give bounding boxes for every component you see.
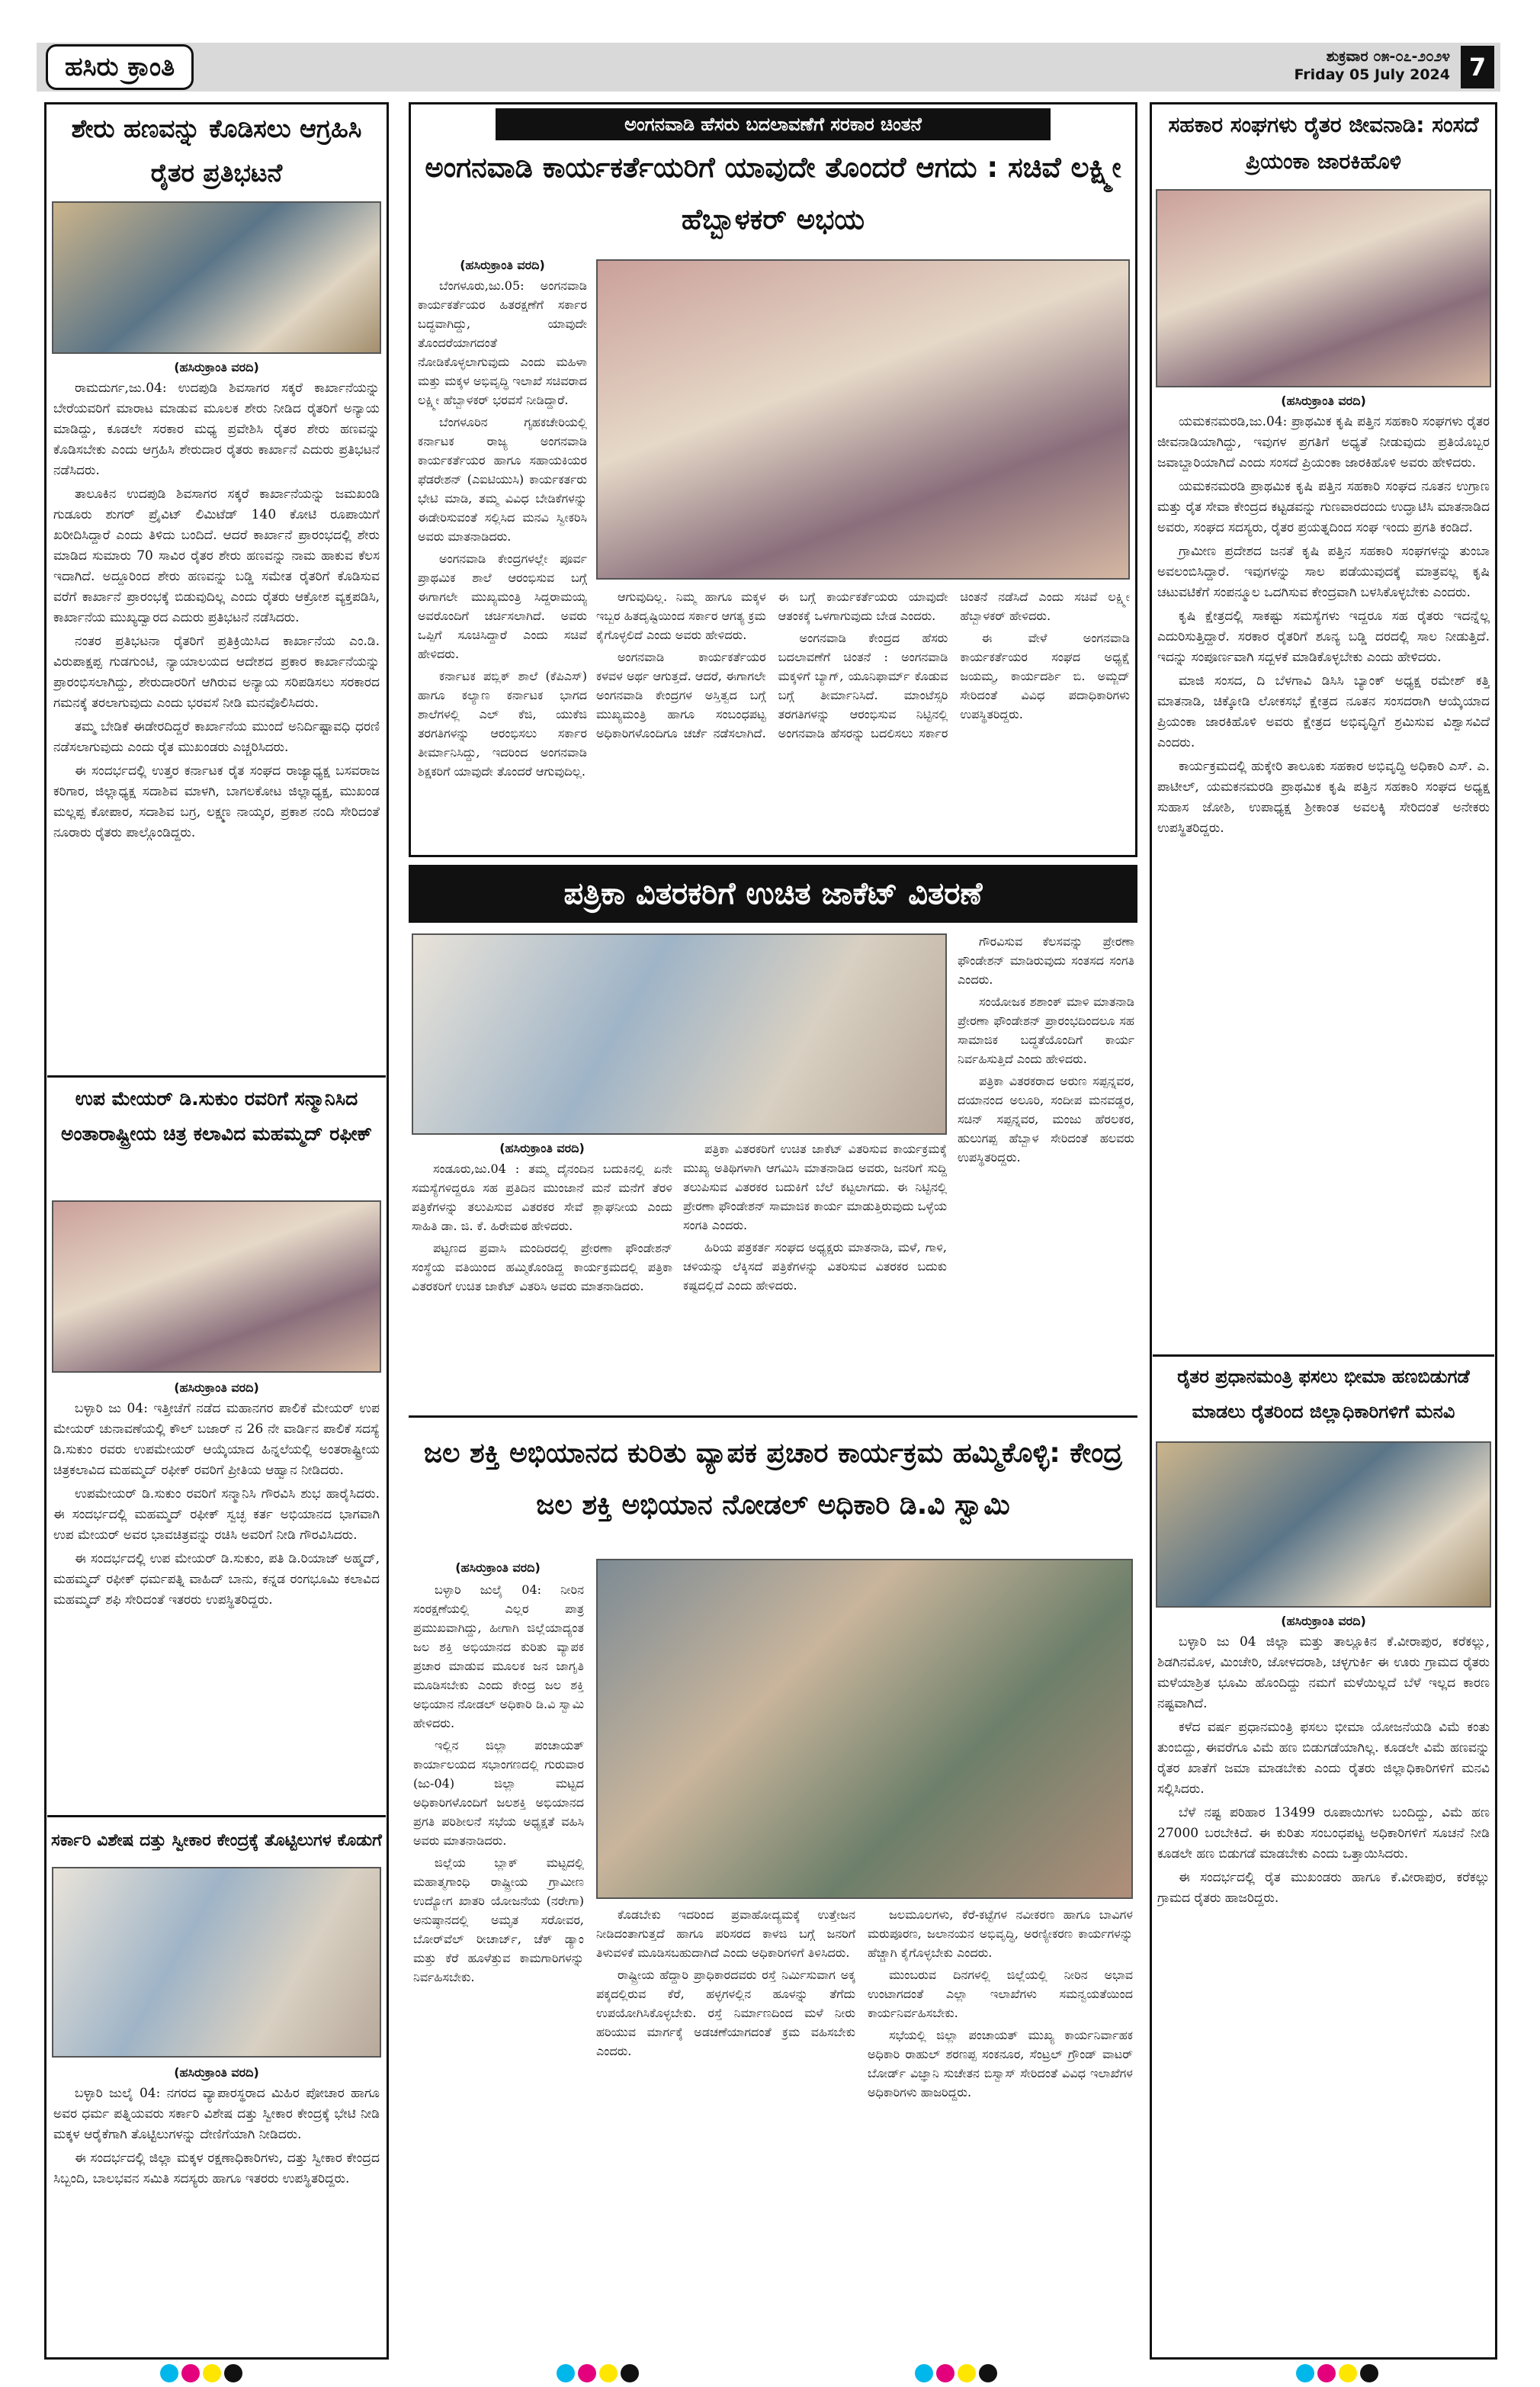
right-story2-paragraph: ಈ ಸಂದರ್ಭದಲ್ಲಿ ರೈತ ಮುಖಂಡರು ಹಾಗೂ ಕೆ.ವೀರಾಪುರ, ಕರೆಕಲ್ಲು ಗ್ರಾಮದ ರೈತರು ಹಾಜರಿದ್ದರು. bbox=[1157, 1870, 1490, 1906]
registration-dot bbox=[1296, 2364, 1314, 2382]
right-story1-paragraph: ಗ್ರಾಮೀಣ ಪ್ರದೇಶದ ಜನತೆ ಕೃಷಿ ಪತ್ತಿನ ಸಹಕಾರಿ ಸಂಘಗಳನ್ನು ತುಂಬಾ ಅವಲಂಬಿಸಿದ್ದಾರೆ. ಇವುಗಳನ್ನು ಸಾಲ ಪಡೆಯುವುದಕ್ಕೆ ಮಾತ್ರವಲ್ಲ ಕೃಷಿ ಚಟುವಟಿಕೆಗೆ ಸಂಪನ್ಮೂಲ ಒದಗಿಸುವ ಕೇಂದ್ರವಾಗಿ ಬಳಸಿಕೊಳ್ಳಬೇಕು ಎಂದರು. bbox=[1157, 544, 1490, 600]
anganwadi-paragraph: ಅಂಗನವಾಡಿ ಕೇಂದ್ರದ ಹೆಸರು ಬದಲಾವಣೆಗೆ ಚಿಂತನೆ : ಅಂಗನವಾಡಿ ಮಕ್ಕಳಿಗೆ ಬ್ಯಾಗ್, ಯೂನಿಫಾರ್ಮ್ ಕೊಡುವ ಬಗ್ಗೆ ತೀರ್ಮಾನಿಸಿದೆ. ಮಾಂಟೆಸ್ಸರಿ ತರಗತಿಗಳನ್ನು ಆರಂಭಿಸುವ ನಿಟ್ಟಿನಲ್ಲಿ ಅಂಗನವಾಡಿ ಹೆಸರನ್ನು ಬದಲಿಸಲು ಸರ್ಕಾರ ಚಿಂತನೆ ನಡೆಸಿದೆ ಎಂದು ಸಚಿವೆ ಲಕ್ಷ್ಮೀ ಹೆಬ್ಬಾಳಕರ್ ಹೇಳಿದರು. bbox=[778, 590, 1130, 741]
anganwadi-kicker: ಅಂಗನವಾಡಿ ಹೆಸರು ಬದಲಾವಣೆಗೆ ಸರಕಾರ ಚಿಂತನೆ bbox=[496, 108, 1051, 140]
registration-marks bbox=[915, 2364, 1000, 2385]
newspaper-name: ಹಸಿರು ಕ್ರಾಂತಿ bbox=[46, 44, 194, 90]
jalashakti-paragraph: ಮುಂಬರುವ ದಿನಗಳಲ್ಲಿ ಜಿಲ್ಲೆಯಲ್ಲಿ ನೀರಿನ ಅಭಾವ ಉಂಟಾಗದಂತೆ ಎಲ್ಲಾ ಇಲಾಖೆಗಳು ಸಮನ್ವಯತೆಯಿಂದ ಕಾರ್ಯನಿರ್ವಹಿಸಬೇಕು. bbox=[868, 1968, 1133, 2020]
story1-paragraph: ಈ ಸಂದರ್ಭದಲ್ಲಿ ಉತ್ತರ ಕರ್ನಾಟಕ ರೈತ ಸಂಘದ ರಾಜ್ಯಾಧ್ಯಕ್ಷ ಬಸವರಾಜ ಕರಿಗಾರ, ಜಿಲ್ಲಾಧ್ಯಕ್ಷ ಸದಾಶಿವ ಮಾಳಗಿ, ಬಾಗಲಕೋಟ ಜಿಲ್ಲಾಧ್ಯಕ್ಷ, ಮುಖಂಡ ಮಲ್ಲಪ್ಪ ಕೋಪಾರ, ಸದಾಶಿವ ಬಗ್ರ, ಲಕ್ಷ್ಮಣ ನಾಯ್ಕರ, ಪ್ರಕಾಶ ನಂದಿ ಸೇರಿದಂತೆ ನೂರಾರು ರೈತರು ಪಾಲ್ಗೊಂಡಿದ್ದರು. bbox=[53, 763, 380, 840]
story2-photo-felicitation bbox=[52, 1200, 381, 1373]
right-story1-dateline: (ಹಸಿರುಕ್ರಾಂತಿ ವರದಿ) bbox=[1281, 394, 1366, 408]
story3-body bbox=[53, 2083, 380, 2355]
story2-paragraph: ಈ ಸಂದರ್ಭದಲ್ಲಿ ಉಪ ಮೇಯರ್ ಡಿ.ಸುಕುಂ, ಪತಿ ಡಿ.ರಿಯಾಜ್ ಅಹ್ಮದ್, ಮಹಮ್ಮದ್ ರಫೀಕ್ ಧರ್ಮಪತ್ನಿ ವಾಹಿದ್ ಬಾನು, ಕನ್ನಡ ರಂಗಭೂಮಿ ಕಲಾವಿದ ಮಹಮ್ಮದ್ ಶಫಿ ಸೇರಿದಂತೆ ಇತರರು ಉಪಸ್ಥಿತರಿದ್ದರು. bbox=[53, 1551, 380, 1608]
divider bbox=[409, 1415, 1137, 1418]
story3-photo-cradle-donation bbox=[52, 1867, 381, 2058]
page-number: 7 bbox=[1461, 46, 1494, 88]
registration-marks bbox=[1296, 2364, 1381, 2385]
registration-dot bbox=[578, 2364, 596, 2382]
story1-paragraph: ತಮ್ಮ ಬೇಡಿಕೆ ಈಡೇರದಿದ್ದರೆ ಕಾರ್ಖಾನೆಯ ಮುಂದೆ ಅನಿರ್ದಿಷ್ಟಾವಧಿ ಧರಣಿ ನಡೆಸಲಾಗುವುದು ಎಂದು ರೈತ ಮುಖಂಡರು ಎಚ್ಚರಿಸಿದರು. bbox=[53, 719, 380, 755]
divider bbox=[47, 1075, 386, 1078]
issue-date-kannada: ಶುಕ್ರವಾರ ೦೫-೦೭-೨೦೨೪ bbox=[1326, 48, 1450, 65]
story1-paragraph: ರಾಮದುರ್ಗ,ಜು.04: ಉದಪುಡಿ ಶಿವಸಾಗರ ಸಕ್ಕರೆ ಕಾರ್ಖಾನೆಯನ್ನು ಬೇರೆಯವರಿಗೆ ಮಾರಾಟ ಮಾಡುವ ಮೂಲಕ ಶೇರು ನೀಡಿದ ರೈತರಿಗೆ ಅನ್ಯಾಯ ಮಾಡಿದ್ದು, ಕೂಡಲೇ ಸರಕಾರ ಮಧ್ಯ ಪ್ರವೇಶಿಸಿ ರೈತರ ಶೇರು ಹಣವನ್ನು ಕೊಡಿಸಬೇಕು ಎಂದು ಆಗ್ರಹಿಸಿ ಶೇರುದಾರ ರೈತರು ಕಾರ್ಖಾನೆ ಎದುರು ಪ್ರತಿಭಟನೆ ನಡೆಸಿದರು. bbox=[53, 381, 380, 478]
jacket-body-left bbox=[412, 1159, 672, 1408]
story3-headline: ಸರ್ಕಾರಿ ವಿಶೇಷ ದತ್ತು ಸ್ವೀಕಾರ ಕೇಂದ್ರಕ್ಕೆ ತೊಟ್ಟಿಲುಗಳ ಕೊಡುಗೆ bbox=[51, 1831, 382, 1850]
story2-paragraph: ಉಪಮೇಯರ್ ಡಿ.ಸುಕುಂ ರವರಿಗೆ ಸನ್ಮಾನಿಸಿ ಗೌರವಿಸಿ ಶುಭ ಹಾರೈಸಿದರು. ಈ ಸಂದರ್ಭದಲ್ಲಿ ಮಹಮ್ಮದ್ ರಫೀಕ್ ಸ್ವಚ್ಛ ಕರ್ತ ಅಭಿಯಾನದ ಭಾಗವಾಗಿ ಉಪ ಮೇಯರ್ ಅವರ ಭಾವಚಿತ್ರವನ್ನು ರಚಿಸಿ ಅವರಿಗೆ ನೀಡಿ ಗೌರವಿಸಿದರು. bbox=[53, 1486, 380, 1543]
jalashakti-paragraph: ಸಭೆಯಲ್ಲಿ ಜಿಲ್ಲಾ ಪಂಚಾಯತ್ ಮುಖ್ಯ ಕಾರ್ಯನಿರ್ವಾಹಕ ಅಧಿಕಾರಿ ರಾಹುಲ್ ಶರಣಪ್ಪ ಸಂಕನೂರ, ಸೆಂಟ್ರಲ್ ಗ್ರೌಂಡ್ ವಾಟರ್ ಬೋರ್ಡ್ ವಿಜ್ಞಾನಿ ಸುಚೇತನ ಬಿಸ್ವಾಸ್ ಸೇರಿದಂತೆ ವಿವಿಧ ಇಲಾಖೆಗಳ ಅಧಿಕಾರಿಗಳು ಹಾಜರಿದ್ದರು. bbox=[868, 2028, 1133, 2099]
jalashakti-paragraph: ಜಿಲ್ಲೆಯ ಬ್ಲಾಕ್ ಮಟ್ಟದಲ್ಲಿ ಮಹಾತ್ಮಗಾಂಧಿ ರಾಷ್ಟ್ರೀಯ ಗ್ರಾಮೀಣ ಉದ್ಯೋಗ ಖಾತರಿ ಯೋಜನೆಯ (ನರೇಗಾ) ಅನುಷ್ಠಾನದಲ್ಲಿ ಅಮೃತ ಸರೋವರ, ಬೋರ್‌ವೆಲ್ ರೀಚಾರ್ಜ್, ಚೆಕ್ ಡ್ಯಾಂ ಮತ್ತು ಕೆರೆ ಹೂಳೆತ್ತುವ ಕಾಮಗಾರಿಗಳನ್ನು ನಿರ್ವಹಿಸಬೇಕು. bbox=[413, 1855, 584, 1984]
right-story1-paragraph: ಮಾಜಿ ಸಂಸದ, ದಿ ಬೆಳಗಾವಿ ಡಿಸಿಸಿ ಬ್ಯಾಂಕ್ ಅಧ್ಯಕ್ಷ ರಮೇಶ್ ಕತ್ತಿ ಮಾತನಾಡಿ, ಚಿಕ್ಕೋಡಿ ಲೋಕಸಭೆ ಕ್ಷೇತ್ರದ ನೂತನ ಸಂಸದರಾಗಿ ಆಯ್ಕೆಯಾದ ಪ್ರಿಯಂಕಾ ಜಾರಕಿಹೊಳಿ ಅವರು ಕ್ಷೇತ್ರದ ಅಭಿವೃದ್ಧಿಗೆ ಶ್ರಮಿಸುವ ವಿಶ್ವಾಸವಿದೆ ಎಂದರು. bbox=[1157, 673, 1490, 750]
anganwadi-headline: ಅಂಗನವಾಡಿ ಕಾರ್ಯಕರ್ತೆಯರಿಗೆ ಯಾವುದೇ ತೊಂದರೆ ಆಗದು : ಸಚಿವೆ ಲಕ್ಷ್ಮೀ ಹೆಬ್ಬಾಳಕರ್ ಅಭಯ bbox=[425, 151, 1121, 236]
right-story1-paragraph: ಕಾರ್ಯಕ್ರಮದಲ್ಲಿ ಹುಕ್ಕೇರಿ ತಾಲೂಕು ಸಹಕಾರ ಅಭಿವೃದ್ಧಿ ಅಧಿಕಾರಿ ಎಸ್. ಎ. ಪಾಟೀಲ್, ಯಮಕನಮರಡಿ ಪ್ರಾಥಮಿಕ ಕೃಷಿ ಪತ್ತಿನ ಸಹಕಾರಿ ಸಂಘದ ಅಧ್ಯಕ್ಷ ಸುಹಾಸ ಜೋಶಿ, ಉಪಾಧ್ಯಕ್ಷ ಶ್ರೀಕಾಂತ ಅವಲಕ್ಕಿ ಸೇರಿದಂತೆ ಅನೇಕರು ಉಪಸ್ಥಿತರಿದ್ದರು. bbox=[1157, 759, 1490, 836]
story3-paragraph: ಬಳ್ಳಾರಿ ಜುಲೈ 04: ನಗರದ ವ್ಯಾಪಾರಸ್ಥರಾದ ಮಿಹಿರ ಪೋಚಾರ ಹಾಗೂ ಅವರ ಧರ್ಮ ಪತ್ನಿಯವರು ಸರ್ಕಾರಿ ವಿಶೇಷ ದತ್ತು ಸ್ವೀಕಾರ ಕೇಂದ್ರಕ್ಕೆ ಭೇಟಿ ನೀಡಿ ಮಕ್ಕಳ ಆರೈಕೆಗಾಗಿ ತೊಟ್ಟಿಲುಗಳನ್ನು ದೇಣಿಗೆಯಾಗಿ ನೀಡಿದರು. bbox=[53, 2086, 380, 2142]
right-story1-paragraph: ಯಮಕನಮರಡಿ,ಜು.04: ಪ್ರಾಥಮಿಕ ಕೃಷಿ ಪತ್ತಿನ ಸಹಕಾರಿ ಸಂಘಗಳು ರೈತರ ಜೀವನಾಡಿಯಾಗಿದ್ದು, ಇವುಗಳ ಪ್ರಗತಿಗೆ ಅಧ್ಯತೆ ನೀಡುವುದು ಪ್ರತಿಯೊಬ್ಬರ ಜವಾಬ್ದಾರಿಯಾಗಿದೆ ಎಂದು ಸಂಸದೆ ಪ್ರಿಯಂಕಾ ಜಾರಕಿಹೊಳಿ ಅವರು ಹೇಳಿದರು. bbox=[1157, 414, 1490, 471]
registration-dot bbox=[936, 2364, 954, 2382]
jacket-paragraph: ಗೌರವಿಸುವ ಕೆಲಸವನ್ನು ಪ್ರೇರಣಾ ಫೌಂಡೇಶನ್ ಮಾಡಿರುವುದು ಸಂತಸದ ಸಂಗತಿ ಎಂದರು. bbox=[958, 934, 1134, 987]
story2-body bbox=[53, 1399, 380, 1812]
story1-paragraph: ನಂತರ ಪ್ರತಿಭಟನಾ ರೈತರಿಗೆ ಪ್ರತಿಕ್ರಿಯಿಸಿದ ಕಾರ್ಖಾನೆಯ ಎಂ.ಡಿ. ವಿರುಪಾಕ್ಷಪ್ಪ ಗುಡಗುಂಟಿ, ನ್ಯಾಯಾಲಯದ ಆದೇಶದ ಪ್ರಕಾರ ಕಾರ್ಖಾನೆಯನ್ನು ಪ್ರಾರಂಭಿಸಲಾಗಿದ್ದು, ಶೇರುದಾರರಿಗೆ ಆಗಿರುವ ಅನ್ಯಾಯ ಸರಿಪಡಿಸಲು ಸರಕಾರದ ಗಮನಕ್ಕೆ ತರಲಾಗುವುದು ಎಂದು ಭರವಸೆ ನೀಡಿ ಮನವೊಲಿಸಿದರು. bbox=[53, 634, 380, 711]
anganwadi-photo-minister-welcome bbox=[596, 259, 1130, 580]
registration-dot bbox=[181, 2364, 200, 2382]
jacket-body-middle bbox=[683, 1139, 947, 1408]
jacket-headline: ಪತ್ರಿಕಾ ವಿತರಕರಿಗೆ ಉಚಿತ ಜಾಕೆಟ್ ವಿತರಣೆ bbox=[409, 865, 1137, 923]
story2-headline: ಉಪ ಮೇಯರ್ ಡಿ.ಸುಕುಂ ರವರಿಗೆ ಸನ್ಮಾನಿಸಿದ ಅಂತಾರಾಷ್ಟ್ರೀಯ ಚಿತ್ರ ಕಲಾವಿದ ಮಹಮ್ಮದ್ ರಫೀಕ್ bbox=[61, 1087, 372, 1145]
right-story1-paragraph: ಕೃಷಿ ಕ್ಷೇತ್ರದಲ್ಲಿ ಸಾಕಷ್ಟು ಸಮಸ್ಯೆಗಳು ಇದ್ದರೂ ಸಹ ರೈತರು ಇದನ್ನೆಲ್ಲ ಎದುರಿಸುತ್ತಿದ್ದಾರೆ. ಸರಕಾರ ರೈತರಿಗೆ ಶೂನ್ಯ ಬಡ್ಡಿ ದರದಲ್ಲಿ ಸಾಲ ನೀಡುತ್ತಿದೆ. ಇದನ್ನು ಸಂಪೂರ್ಣವಾಗಿ ಸದ್ಬಳಕೆ ಮಾಡಿಕೊಳ್ಳಬೇಕು ಎಂದು ಹೇಳಿದರು. bbox=[1157, 609, 1490, 665]
story3-paragraph: ಈ ಸಂದರ್ಭದಲ್ಲಿ ಜಿಲ್ಲಾ ಮಕ್ಕಳ ರಕ್ಷಣಾಧಿಕಾರಿಗಳು, ದತ್ತು ಸ್ವೀಕಾರ ಕೇಂದ್ರದ ಸಿಬ್ಬಂದಿ, ಬಾಲಭವನ ಸಮಿತಿ ಸದಸ್ಯರು ಹಾಗೂ ಇತರರು ಉಪಸ್ಥಿತರಿದ್ದರು. bbox=[53, 2151, 380, 2186]
jacket-photo-distribution bbox=[412, 933, 947, 1135]
registration-dot bbox=[224, 2364, 242, 2382]
right-story2-body bbox=[1157, 1632, 1490, 2356]
jalashakti-headline: ಜಲ ಶಕ್ತಿ ಅಭಿಯಾನದ ಕುರಿತು ವ್ಯಾಪಕ ಪ್ರಚಾರ ಕಾರ್ಯಕ್ರಮ ಹಮ್ಮಿಕೊಳ್ಳಿ: ಕೇಂದ್ರ ಜಲ ಶಕ್ತಿ ಅಭಿಯಾನ ನೋಡಲ್ ಅಧಿಕಾರಿ ಡಿ.ವಿ ಸ್ವಾಮಿ bbox=[423, 1438, 1123, 1521]
anganwadi-paragraph: ಈ ವೇಳೆ ಅಂಗನವಾಡಿ ಕಾರ್ಯಕರ್ತೆಯರ ಸಂಘದ ಅಧ್ಯಕ್ಷೆ ಜಯಮ್ಮ, ಕಾರ್ಯದರ್ಶಿ ಬಿ. ಅಮ್ಜದ್ ಸೇರಿದಂತೆ ವಿವಿಧ ಪದಾಧಿಕಾರಿಗಳು ಉಪಸ್ಥಿತರಿದ್ದರು. bbox=[960, 631, 1130, 721]
right-story1-body bbox=[1157, 412, 1490, 1350]
registration-marks bbox=[557, 2364, 642, 2385]
right-story2-paragraph: ಬೆಳೆ ನಷ್ಟ ಪರಿಹಾರ 13499 ರೂಪಾಯಿಗಳು ಬಂದಿದ್ದು, ವಿಮೆ ಹಣ 27000 ಬರಬೇಕಿದೆ. ಈ ಕುರಿತು ಸಂಬಂಧಪಟ್ಟ ಅಧಿಕಾರಿಗಳಿಗೆ ಸೂಚನೆ ನೀಡಿ ಕೂಡಲೇ ಹಣ ಬಿಡುಗಡೆ ಮಾಡಬೇಕು ಎಂದು ಒತ್ತಾಯಿಸಿದರು. bbox=[1157, 1805, 1490, 1862]
jacket-dateline: (ಹಸಿರುಕ್ರಾಂತಿ ವರದಿ) bbox=[499, 1141, 585, 1155]
jalashakti-dateline: (ಹಸಿರುಕ್ರಾಂತಿ ವರದಿ) bbox=[455, 1560, 541, 1575]
anganwadi-paragraph: ಬೆಂಗಳೂರು,ಜು.05: ಅಂಗನವಾಡಿ ಕಾರ್ಯಕರ್ತೆಯರ ಹಿತರಕ್ಷಣೆಗೆ ಸರ್ಕಾರ ಬದ್ಧವಾಗಿದ್ದು, ಯಾವುದೇ ತೊಂದರೆಯಾಗದಂತೆ ನೋಡಿಕೊಳ್ಳಲಾಗುವುದು ಎಂದು ಮಹಿಳಾ ಮತ್ತು ಮಕ್ಕಳ ಅಭಿವೃದ್ಧಿ ಇಲಾಖೆ ಸಚಿವರಾದ ಲಕ್ಷ್ಮೀ ಹೆಬ್ಬಾಳಕರ್ ಭರವಸೆ ನೀಡಿದ್ದಾರೆ. bbox=[418, 278, 587, 407]
registration-dot bbox=[915, 2364, 933, 2382]
jacket-body-right bbox=[958, 932, 1134, 1408]
divider bbox=[1153, 1354, 1494, 1357]
registration-dot bbox=[203, 2364, 221, 2382]
jalashakti-paragraph: ಜಲಮೂಲಗಳು, ಕೆರೆ-ಕಟ್ಟೆಗಳ ನವೀಕರಣ ಹಾಗೂ ಬಾವಿಗಳ ಮರುಪೂರಣ, ಜಲಾನಯನ ಅಭಿವೃದ್ಧಿ, ಅರಣ್ಯೀಕರಣ ಕಾರ್ಯಗಳನ್ನು ಹೆಚ್ಚಾಗಿ ಕೈಗೊಳ್ಳಬೇಕು ಎಂದರು. bbox=[868, 1907, 1133, 1960]
jalashakti-body-right bbox=[868, 1905, 1133, 2358]
anganwadi-body-left bbox=[418, 276, 587, 850]
registration-dot bbox=[160, 2364, 178, 2382]
jacket-paragraph: ಸಂಯೋಜಕ ಶಶಾಂಕ್ ಮಾಳಿ ಮಾತನಾಡಿ ಪ್ರೇರಣಾ ಫೌಂಡೇಶನ್ ಪ್ರಾರಂಭದಿಂದಲೂ ಸಹ ಸಾಮಾಜಿಕ ಬದ್ಧತೆಯೊಂದಿಗೆ ಕಾರ್ಯ ನಿರ್ವಹಿಸುತ್ತಿದೆ ಎಂದು ಹೇಳಿದರು. bbox=[958, 994, 1134, 1066]
registration-dot bbox=[979, 2364, 997, 2382]
registration-dot bbox=[557, 2364, 575, 2382]
jalashakti-paragraph: ಕೊಡಬೇಕು ಇದರಿಂದ ಪ್ರವಾಹೋದ್ಯಮಕ್ಕೆ ಉತ್ತೇಜನ ನೀಡಿದಂತಾಗುತ್ತದೆ ಹಾಗೂ ಪರಿಸರದ ಕಾಳಜಿ ಬಗ್ಗೆ ಜನರಿಗೆ ತಿಳುವಳಿಕೆ ಮೂಡಿಸಬಹುದಾಗಿದೆ ಎಂದು ಅಧಿಕಾರಿಗಳಿಗೆ ತಿಳಿಸಿದರು. bbox=[596, 1907, 855, 1960]
jalashakti-paragraph: ರಾಷ್ಟ್ರೀಯ ಹೆದ್ದಾರಿ ಪ್ರಾಧಿಕಾರದವರು ರಸ್ತೆ ನಿರ್ಮಿಸುವಾಗ ಅಕ್ಕ ಪಕ್ಕದಲ್ಲಿರುವ ಕೆರೆ, ಹಳ್ಳಗಳಲ್ಲಿನ ಹೂಳನ್ನು ತೆಗೆದು ಉಪಯೋಗಿಸಿಕೊಳ್ಳಬೇಕು. ರಸ್ತೆ ನಿರ್ಮಾಣದಿಂದ ಮಳೆ ನೀರು ಹರಿಯುವ ಮಾರ್ಗಕ್ಕೆ ಅಡಚಣೆಯಾಗದಂತೆ ಕ್ರಮ ವಹಿಸಬೇಕು ಎಂದರು. bbox=[596, 1968, 855, 2058]
anganwadi-paragraph: ಕರ್ನಾಟಕ ಪಬ್ಲಿಕ್ ಶಾಲೆ (ಕೆಪಿಎಸ್) ಹಾಗೂ ಕಲ್ಯಾಣ ಕರ್ನಾಟಕ ಭಾಗದ ಶಾಲೆಗಳಲ್ಲಿ ಎಲ್ ಕೆಜಿ, ಯುಕೆಜಿ ತರಗತಿಗಳನ್ನು ಆರಂಭಿಸಲು ಸರ್ಕಾರ ತೀರ್ಮಾನಿಸಿದ್ದು, ಇದರಿಂದ ಅಂಗನವಾಡಿ ಶಿಕ್ಷಕರಿಗೆ ಯಾವುದೇ ತೊಂದರೆ ಆಗುವುದಿಲ್ಲ. bbox=[418, 669, 587, 779]
registration-dot bbox=[1360, 2364, 1378, 2382]
anganwadi-paragraph: ಅಂಗನವಾಡಿ ಕಾರ್ಯಕರ್ತೆಯರ ಕಳವಳ ಅರ್ಥ ಆಗುತ್ತದೆ. ಆದರೆ, ಈಗಾಗಲೇ ಅಂಗನವಾಡಿ ಕೇಂದ್ರಗಳ ಅಸ್ತಿತ್ವದ ಬಗ್ಗೆ ಮುಖ್ಯಮಂತ್ರಿ ಹಾಗೂ ಸಂಬಂಧಪಟ್ಟ ಅಧಿಕಾರಿಗಳೊಂದಿಗೂ ಚರ್ಚೆ ನಡೆಸಲಾಗಿದೆ. ಈ ಬಗ್ಗೆ ಕಾರ್ಯಕರ್ತೆಯರು ಯಾವುದೇ ಆತಂಕಕ್ಕೆ ಒಳಗಾಗುವುದು ಬೇಡ ಎಂದರು. bbox=[596, 590, 948, 741]
jacket-paragraph: ಹಿರಿಯ ಪತ್ರಕರ್ತ ಸಂಘದ ಅಧ್ಯಕ್ಷರು ಮಾತನಾಡಿ, ಮಳೆ, ಗಾಳಿ, ಚಳಿಯನ್ನು ಲೆಕ್ಕಿಸದೆ ಪತ್ರಿಕೆಗಳನ್ನು ವಿತರಿಸುವ ವಿತರಕರ ಬದುಕು ಕಷ್ಟದಲ್ಲಿದೆ ಎಂದು ಹೇಳಿದರು. bbox=[683, 1240, 947, 1293]
divider bbox=[47, 1815, 386, 1817]
registration-dot bbox=[1339, 2364, 1357, 2382]
anganwadi-body-right bbox=[596, 587, 1130, 850]
jacket-paragraph: ಸಂಡೂರು,ಜು.04 : ತಮ್ಮ ದೈನಂದಿನ ಬದುಕಿನಲ್ಲಿ ಏನೇ ಸಮಸ್ಯೆಗಳಿದ್ದರೂ ಸಹ ಪ್ರತಿದಿನ ಮುಂಜಾನೆ ಮನೆ ಮನೆಗೆ ತೆರಳಿ ಪತ್ರಿಕೆಗಳನ್ನು ತಲುಪಿಸುವ ವಿತರಕರ ಸೇವೆ ಶ್ಲಾಘನೀಯ ಎಂದು ಸಾಹಿತಿ ಡಾ. ಜಿ. ಕೆ. ಹಿರೇಮಠ ಹೇಳಿದರು. bbox=[412, 1161, 672, 1233]
jalashakti-body-left bbox=[413, 1580, 584, 2358]
issue-date-english: Friday 05 July 2024 bbox=[1294, 66, 1450, 83]
registration-dot bbox=[1317, 2364, 1336, 2382]
right-story2-paragraph: ಕಳೆದ ವರ್ಷ ಪ್ರಧಾನಮಂತ್ರಿ ಫಸಲು ಭೀಮಾ ಯೋಜನೆಯಡಿ ವಿಮೆ ಕಂತು ತುಂಬಿದ್ದು, ಈವರೆಗೂ ವಿಮೆ ಹಣ ಬಿಡುಗಡೆಯಾಗಿಲ್ಲ. ಕೂಡಲೇ ವಿಮೆ ಹಣವನ್ನು ರೈತರ ಖಾತೆಗೆ ಜಮಾ ಮಾಡಬೇಕು ಎಂದು ರೈತರು ಜಿಲ್ಲಾಧಿಕಾರಿಗಳಿಗೆ ಮನವಿ ಸಲ್ಲಿಸಿದರು. bbox=[1157, 1720, 1490, 1797]
jacket-paragraph: ಪತ್ರಿಕಾ ವಿತರಕರಿಗೆ ಉಚಿತ ಜಾಕೆಟ್ ವಿತರಿಸುವ ಕಾರ್ಯಕ್ರಮಕ್ಕೆ ಮುಖ್ಯ ಅತಿಥಿಗಳಾಗಿ ಆಗಮಿಸಿ ಮಾತನಾಡಿದ ಅವರು, ಜನರಿಗೆ ಸುದ್ದಿ ತಲುಪಿಸುವ ವಿತರಕರ ಬದುಕಿಗೆ ಬೆಲೆ ಕಟ್ಟಲಾಗದು. ಈ ನಿಟ್ಟಿನಲ್ಲಿ ಪ್ರೇರಣಾ ಫೌಂಡೇಶನ್ ಸಾಮಾಜಿಕ ಕಾರ್ಯ ಮಾಡುತ್ತಿರುವುದು ಒಳ್ಳೆಯ ಸಂಗತಿ ಎಂದರು. bbox=[683, 1142, 947, 1232]
story1-body bbox=[53, 378, 380, 1071]
story1-photo-farmers-protest bbox=[52, 201, 381, 354]
anganwadi-paragraph: ಆಗುವುದಿಲ್ಲ. ನಿಮ್ಮ ಹಾಗೂ ಮಕ್ಕಳ ಇಬ್ಬರ ಹಿತದೃಷ್ಟಿಯಿಂದ ಸರ್ಕಾರ ಆಗತ್ಯ ಕ್ರಮ ಕೈಗೊಳ್ಳಲಿದೆ ಎಂದು ಅವರು ಹೇಳಿದರು. bbox=[596, 590, 766, 642]
story3-dateline: (ಹಸಿರುಕ್ರಾಂತಿ ವರದಿ) bbox=[174, 2065, 259, 2080]
registration-dot bbox=[958, 2364, 976, 2382]
jacket-paragraph: ಪತ್ರಿಕಾ ವಿತರಕರಾದ ಅರುಣ ಸಪ್ಪನ್ನವರ, ದಯಾನಂದ ಅಲೂರಿ, ಸಂದೀಪ ಮನವಡ್ಡರ, ಸಚಿನ್ ಸಪ್ಪನ್ನವರ, ಮಂಜು ಹೆರಲಕರ, ಹುಲುಗಪ್ಪ ಹೆಬ್ಬಾಳ ಸೇರಿದಂತೆ ಹಲವರು ಉಪಸ್ಥಿತರಿದ್ದರು. bbox=[958, 1074, 1134, 1165]
issue-date bbox=[1294, 47, 1450, 84]
story1-dateline: (ಹಸಿರುಕ್ರಾಂತಿ ವರದಿ) bbox=[174, 360, 259, 374]
registration-dot bbox=[621, 2364, 639, 2382]
registration-marks bbox=[160, 2364, 245, 2385]
jalashakti-photo-review-meeting bbox=[596, 1559, 1133, 1899]
right-story1-paragraph: ಯಮಕನಮರಡಿ ಪ್ರಾಥಮಿಕ ಕೃಷಿ ಪತ್ತಿನ ಸಹಕಾರಿ ಸಂಘದ ನೂತನ ಉಗ್ರಾಣ ಮತ್ತು ರೈತ ಸೇವಾ ಕೇಂದ್ರದ ಕಟ್ಟಡವನ್ನು ಗುಣವಾರದಂದು ಉದ್ಘಾಟಿಸಿ ಮಾತನಾಡಿದ ಅವರು, ಸಂಘದ ಸದಸ್ಯರು, ರೈತರ ಪ್ರಯತ್ನದಿಂದ ಸಂಘ ಇಂದು ಪ್ರಗತಿ ಕಂಡಿದೆ. bbox=[1157, 479, 1490, 535]
right-story2-paragraph: ಬಳ್ಳಾರಿ ಜು 04 ಜಿಲ್ಲಾ ಮತ್ತು ತಾಲ್ಲೂಕಿನ ಕೆ.ವೀರಾಪುರ, ಕರೆಕಲ್ಲು, ಶಿಡಗಿನಮೊಳ, ಮಿಂಚೇರಿ, ಜೋಳದರಾಶಿ, ಚಳ್ಳಗುರ್ಕಿ ಈ ಊರು ಗ್ರಾಮದ ರೈತರು ಮಳೆಯಾಶ್ರಿತ ಭೂಮಿ ಹೊಂದಿದ್ದು ನಮಗೆ ಮಳೆಯಿಲ್ಲದೆ ಬೆಳೆ ಇಲ್ಲದ ಕಾರಣ ನಷ್ಟವಾಗಿದೆ. bbox=[1157, 1634, 1490, 1711]
right-story1-photo-inauguration bbox=[1156, 189, 1491, 387]
story1-paragraph: ತಾಲೂಕಿನ ಉದಪುಡಿ ಶಿವಸಾಗರ ಸಕ್ಕರೆ ಕಾರ್ಖಾನೆಯನ್ನು ಜಮಖಂಡಿ ಗುಡೂರು ಶುಗರ್ ಪ್ರೈವಿಟ್ ಲಿಮಿಟೆಡ್ 140 ಕೋಟಿ ರೂಪಾಯಿಗೆ ಖರೀದಿಸಿದ್ದಾರೆ ಎಂದು ತಿಳಿದು ಬಂದಿದೆ. ಆದರೆ ಕಾರ್ಖಾನೆ ಪ್ರಾರಂಭದಲ್ಲಿ ಶೇರು ಮಾಡಿದ ಸುಮಾರು 70 ಸಾವಿರ ರೈತರ ಶೇರು ಹಣವನ್ನು ನಾಮ ಹಾಕುವ ಕೆಲಸ ಇದಾಗಿದೆ. ಅದ್ದೂರಿಂದ ಶೇರು ಹಣವನ್ನು ಬಡ್ಡಿ ಸಮೇತ ರೈತರಿಗೆ ಕೊಡಿಸುವ ವರೆಗೆ ಕಾರ್ಖಾನೆ ಪ್ರಾರಂಭಕ್ಕೆ ಬಿಡುವುದಿಲ್ಲ ಎಂದು ರೈತರು ಆಕ್ರೋಶ ವ್ಯಕ್ತಪಡಿಸಿ, ಕಾರ್ಖಾನೆಯ ಮುಖ್ಯದ್ವಾರದ ಎದುರು ಪ್ರತಿಭಟನೆ ನಡೆಸಿದರು. bbox=[53, 487, 380, 625]
masthead-bar bbox=[37, 43, 1500, 92]
anganwadi-dateline: (ಹಸಿರುಕ್ರಾಂತಿ ವರದಿ) bbox=[460, 258, 545, 272]
right-story2-photo-memorandum bbox=[1156, 1441, 1491, 1608]
jalashakti-paragraph: ಇಲ್ಲಿನ ಜಿಲ್ಲಾ ಪಂಚಾಯತ್ ಕಾರ್ಯಾಲಯದ ಸಭಾಂಗಣದಲ್ಲಿ ಗುರುವಾರ (ಜು-04) ಜಿಲ್ಲಾ ಮಟ್ಟದ ಅಧಿಕಾರಿಗಳೊಂದಿಗೆ ಜಲಶಕ್ತಿ ಅಭಿಯಾನದ ಪ್ರಗತಿ ಪರಿಶೀಲನೆ ಸಭೆಯ ಅಧ್ಯಕ್ಷತೆ ವಹಿಸಿ ಅವರು ಮಾತನಾಡಿದರು. bbox=[413, 1738, 584, 1848]
registration-dot bbox=[599, 2364, 618, 2382]
right-story2-headline: ರೈತರ ಪ್ರಧಾನಮಂತ್ರಿ ಫಸಲು ಭೀಮಾ ಹಣಬಿಡುಗಡೆ ಮಾಡಲು ರೈತರಿಂದ ಜಿಲ್ಲಾಧಿಕಾರಿಗಳಿಗೆ ಮನವಿ bbox=[1177, 1366, 1470, 1422]
jalashakti-body-middle bbox=[596, 1905, 855, 2358]
anganwadi-paragraph: ಅಂಗನವಾಡಿ ಕೇಂದ್ರಗಳಲ್ಲೇ ಪೂರ್ವ ಪ್ರಾಥಮಿಕ ಶಾಲೆ ಆರಂಭಿಸುವ ಬಗ್ಗೆ ಈಗಾಗಲೇ ಮುಖ್ಯಮಂತ್ರಿ ಸಿದ್ದರಾಮಯ್ಯ ಅವರೊಂದಿಗೆ ಚರ್ಚಿಸಲಾಗಿದೆ. ಅವರು ಒಪ್ಪಿಗೆ ಸೂಚಿಸಿದ್ದಾರೆ ಎಂದು ಸಚಿವೆ ಹೇಳಿದರು. bbox=[418, 551, 587, 661]
right-story2-dateline: (ಹಸಿರುಕ್ರಾಂತಿ ವರದಿ) bbox=[1281, 1614, 1366, 1628]
jacket-paragraph: ಪಟ್ಟಣದ ಪ್ರವಾಸಿ ಮಂದಿರದಲ್ಲಿ ಪ್ರೇರಣಾ ಫೌಂಡೇಶನ್ ಸಂಸ್ಥೆಯ ವತಿಯಿಂದ ಹಮ್ಮಿಕೊಂಡಿದ್ದ ಕಾರ್ಯಕ್ರಮದಲ್ಲಿ ಪತ್ರಿಕಾ ವಿತರಕರಿಗೆ ಉಚಿತ ಜಾಕೆಟ್ ವಿತರಿಸಿ ಅವರು ಮಾತನಾಡಿದರು. bbox=[412, 1241, 672, 1293]
right-story1-headline: ಸಹಕಾರ ಸಂಘಗಳು ರೈತರ ಜೀವನಾಡಿ: ಸಂಸದೆ ಪ್ರಿಯಂಕಾ ಜಾರಕಿಹೊಳಿ bbox=[1168, 112, 1479, 174]
story2-paragraph: ಬಳ್ಳಾರಿ ಜು 04: ಇತ್ತೀಚೆಗೆ ನಡೆದ ಮಹಾನಗರ ಪಾಲಿಕೆ ಮೇಯರ್ ಉಪ ಮೇಯರ್ ಚುನಾವಣೆಯಲ್ಲಿ ಕೌಲ್ ಬಜಾರ್ ನ 26 ನೇ ವಾರ್ಡಿನ ಪಾಲಿಕೆ ಸದಸ್ಯೆ ಡಿ.ಸುಕುಂ ರವರು ಉಪಮೇಯರ್ ಆಯ್ಕೆಯಾದ ಹಿನ್ನಲೆಯಲ್ಲಿ ಅಂತರಾಷ್ಟ್ರೀಯ ಚಿತ್ರಕಲಾವಿದ ಮಹಮ್ಮದ್ ರಫೀಕ್ ರವರಿಗೆ ಪ್ರೀತಿಯ ಆಹ್ವಾನ ನೀಡಿದರು. bbox=[53, 1401, 380, 1478]
story1-headline: ಶೇರು ಹಣವನ್ನು ಕೊಡಿಸಲು ಆಗ್ರಹಿಸಿ ರೈತರ ಪ್ರತಿಭಟನೆ bbox=[71, 114, 362, 188]
jalashakti-paragraph: ಬಳ್ಳಾರಿ ಜುಲೈ 04: ನೀರಿನ ಸಂರಕ್ಷಣೆಯಲ್ಲಿ ಎಲ್ಲರ ಪಾತ್ರ ಪ್ರಮುಖವಾಗಿದ್ದು, ಹೀಗಾಗಿ ಜಿಲ್ಲೆಯಾದ್ಯಂತ ಜಲ ಶಕ್ತಿ ಅಭಿಯಾನದ ಕುರಿತು ವ್ಯಾಪಕ ಪ್ರಚಾರ ಮಾಡುವ ಮೂಲಕ ಜನ ಜಾಗೃತಿ ಮೂಡಿಸಬೇಕು ಎಂದು ಕೇಂದ್ರ ಜಲ ಶಕ್ತಿ ಅಭಿಯಾನ ನೋಡಲ್ ಅಧಿಕಾರಿ ಡಿ.ವಿ ಸ್ವಾಮಿ ಹೇಳಿದರು. bbox=[413, 1582, 584, 1730]
anganwadi-paragraph: ಬೆಂಗಳೂರಿನ ಗೃಹಕಚೇರಿಯಲ್ಲಿ ಕರ್ನಾಟಕ ರಾಜ್ಯ ಅಂಗನವಾಡಿ ಕಾರ್ಯಕರ್ತೆಯರ ಹಾಗೂ ಸಹಾಯಕಿಯರ ಫೆಡರೇಶನ್ (ಎಐಟಿಯುಸಿ) ಕಾರ್ಯಕರ್ತರು ಭೇಟಿ ಮಾಡಿ, ತಮ್ಮ ವಿವಿಧ ಬೇಡಿಕೆಗಳನ್ನು ಈಡೇರಿಸುವಂತೆ ಸಲ್ಲಿಸಿದ ಮನವಿ ಸ್ವೀಕರಿಸಿ ಅವರು ಮಾತನಾಡಿದರು. bbox=[418, 415, 587, 544]
story2-dateline: (ಹಸಿರುಕ್ರಾಂತಿ ವರದಿ) bbox=[174, 1380, 259, 1395]
